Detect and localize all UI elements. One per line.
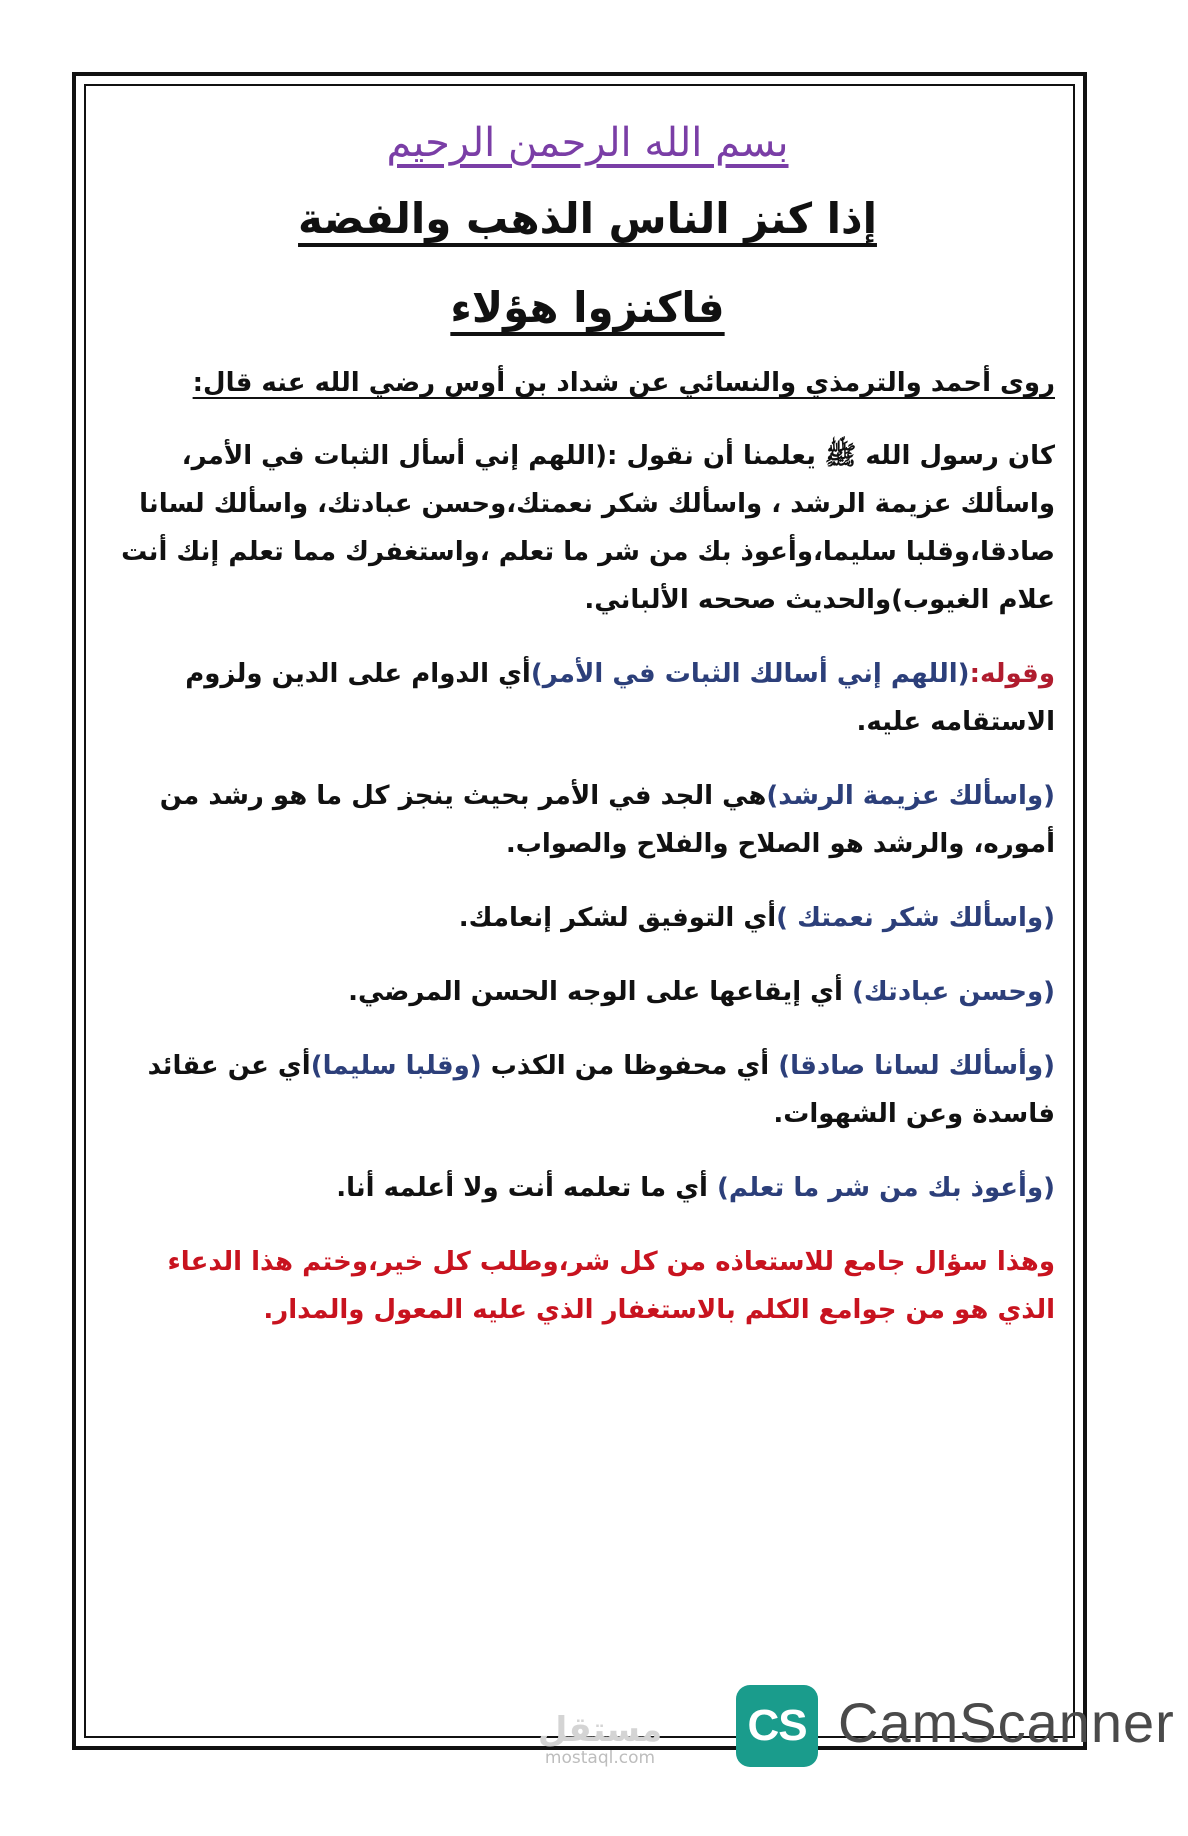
explanation-text: أي محفوظا من الكذب [481,1051,779,1081]
camscanner-watermark: CamScanner [838,1691,1175,1754]
explanation-paragraph-3 [110,894,1055,942]
explanation-text: أي الدوام على الدين ولزوم الاستقامه عليه. [185,659,1055,737]
explanation-paragraph-4 [110,968,1055,1016]
explanation-text: هي الجد في الأمر بحيث ينجز كل ما هو رشد من أموره، والرشد هو الصلاح والفلاح والصواب. [159,781,1055,859]
mostaql-watermark-arabic: مستقل [537,1710,663,1750]
hadith-text: كان رسول الله ﷺ يعلمنا أن نقول :(اللهم إني أسأل الثبات في الأمر، واسألك عزيمة الرشد ، واسألك شكر نعمتك،وحسن عبادتك، واسألك لسانا صادقا،وقلبا سليما،وأعوذ بك من شر ما تعلم ،واستغفرك مما تعلم إنك أنت علام الغيوب)والحديث صححه الألباني. [121,441,1055,615]
quoted-phrase: (وأسألك لسانا صادقا) [778,1051,1055,1081]
quoted-phrase: (واسألك عزيمة الرشد) [766,781,1055,811]
page-subtitle: فاكنزوا هؤلاء [450,283,725,332]
explanation-text: أي عن عقائد فاسدة وعن الشهوات. [147,1051,1055,1129]
quoted-phrase: (وحسن عبادتك) [851,977,1055,1007]
conclusion-paragraph: وهذا سؤال جامع للاستعاذه من كل شر،وطلب كل خير،وختم هذا الدعاء الذي هو من جوامع الكلم بالاستغفار الذي عليه المعول والمدار. [167,1247,1055,1325]
document-body [110,110,1065,1360]
explanation-paragraph-1 [110,650,1055,746]
explanation-paragraph-2 [110,772,1055,868]
basmala: بسم الله الرحمن الرحيم [386,120,789,166]
explanation-text: أي التوفيق لشكر إنعامك. [458,903,777,933]
mostaql-watermark-url: mostaql.com [544,1748,656,1768]
explanation-text: أي إيقاعها على الوجه الحسن المرضي. [348,977,852,1007]
camscanner-logo-text: CS [747,1701,807,1750]
quoted-phrase: (وأعوذ بك من شر ما تعلم) [716,1173,1055,1203]
explanation-label: وقوله: [969,659,1055,689]
explanation-text: أي ما تعلمه أنت ولا أعلمه أنا. [336,1173,717,1203]
explanation-paragraph-6 [110,1164,1055,1212]
camscanner-logo-icon [736,1685,818,1767]
mostaql-watermark [520,1712,680,1768]
page-title: إذا كنز الناس الذهب والفضة [298,194,877,243]
narrator-line: روى أحمد والترمذي والنسائي عن شداد بن أوس رضي الله عنه قال: [192,368,1055,398]
quoted-phrase: (وقلبا سليما) [310,1051,482,1081]
explanation-paragraph-5 [110,1042,1055,1138]
quoted-phrase: (واسألك شكر نعمتك ) [776,903,1055,933]
quoted-phrase: (اللهم إني أسالك الثبات في الأمر) [530,659,970,689]
